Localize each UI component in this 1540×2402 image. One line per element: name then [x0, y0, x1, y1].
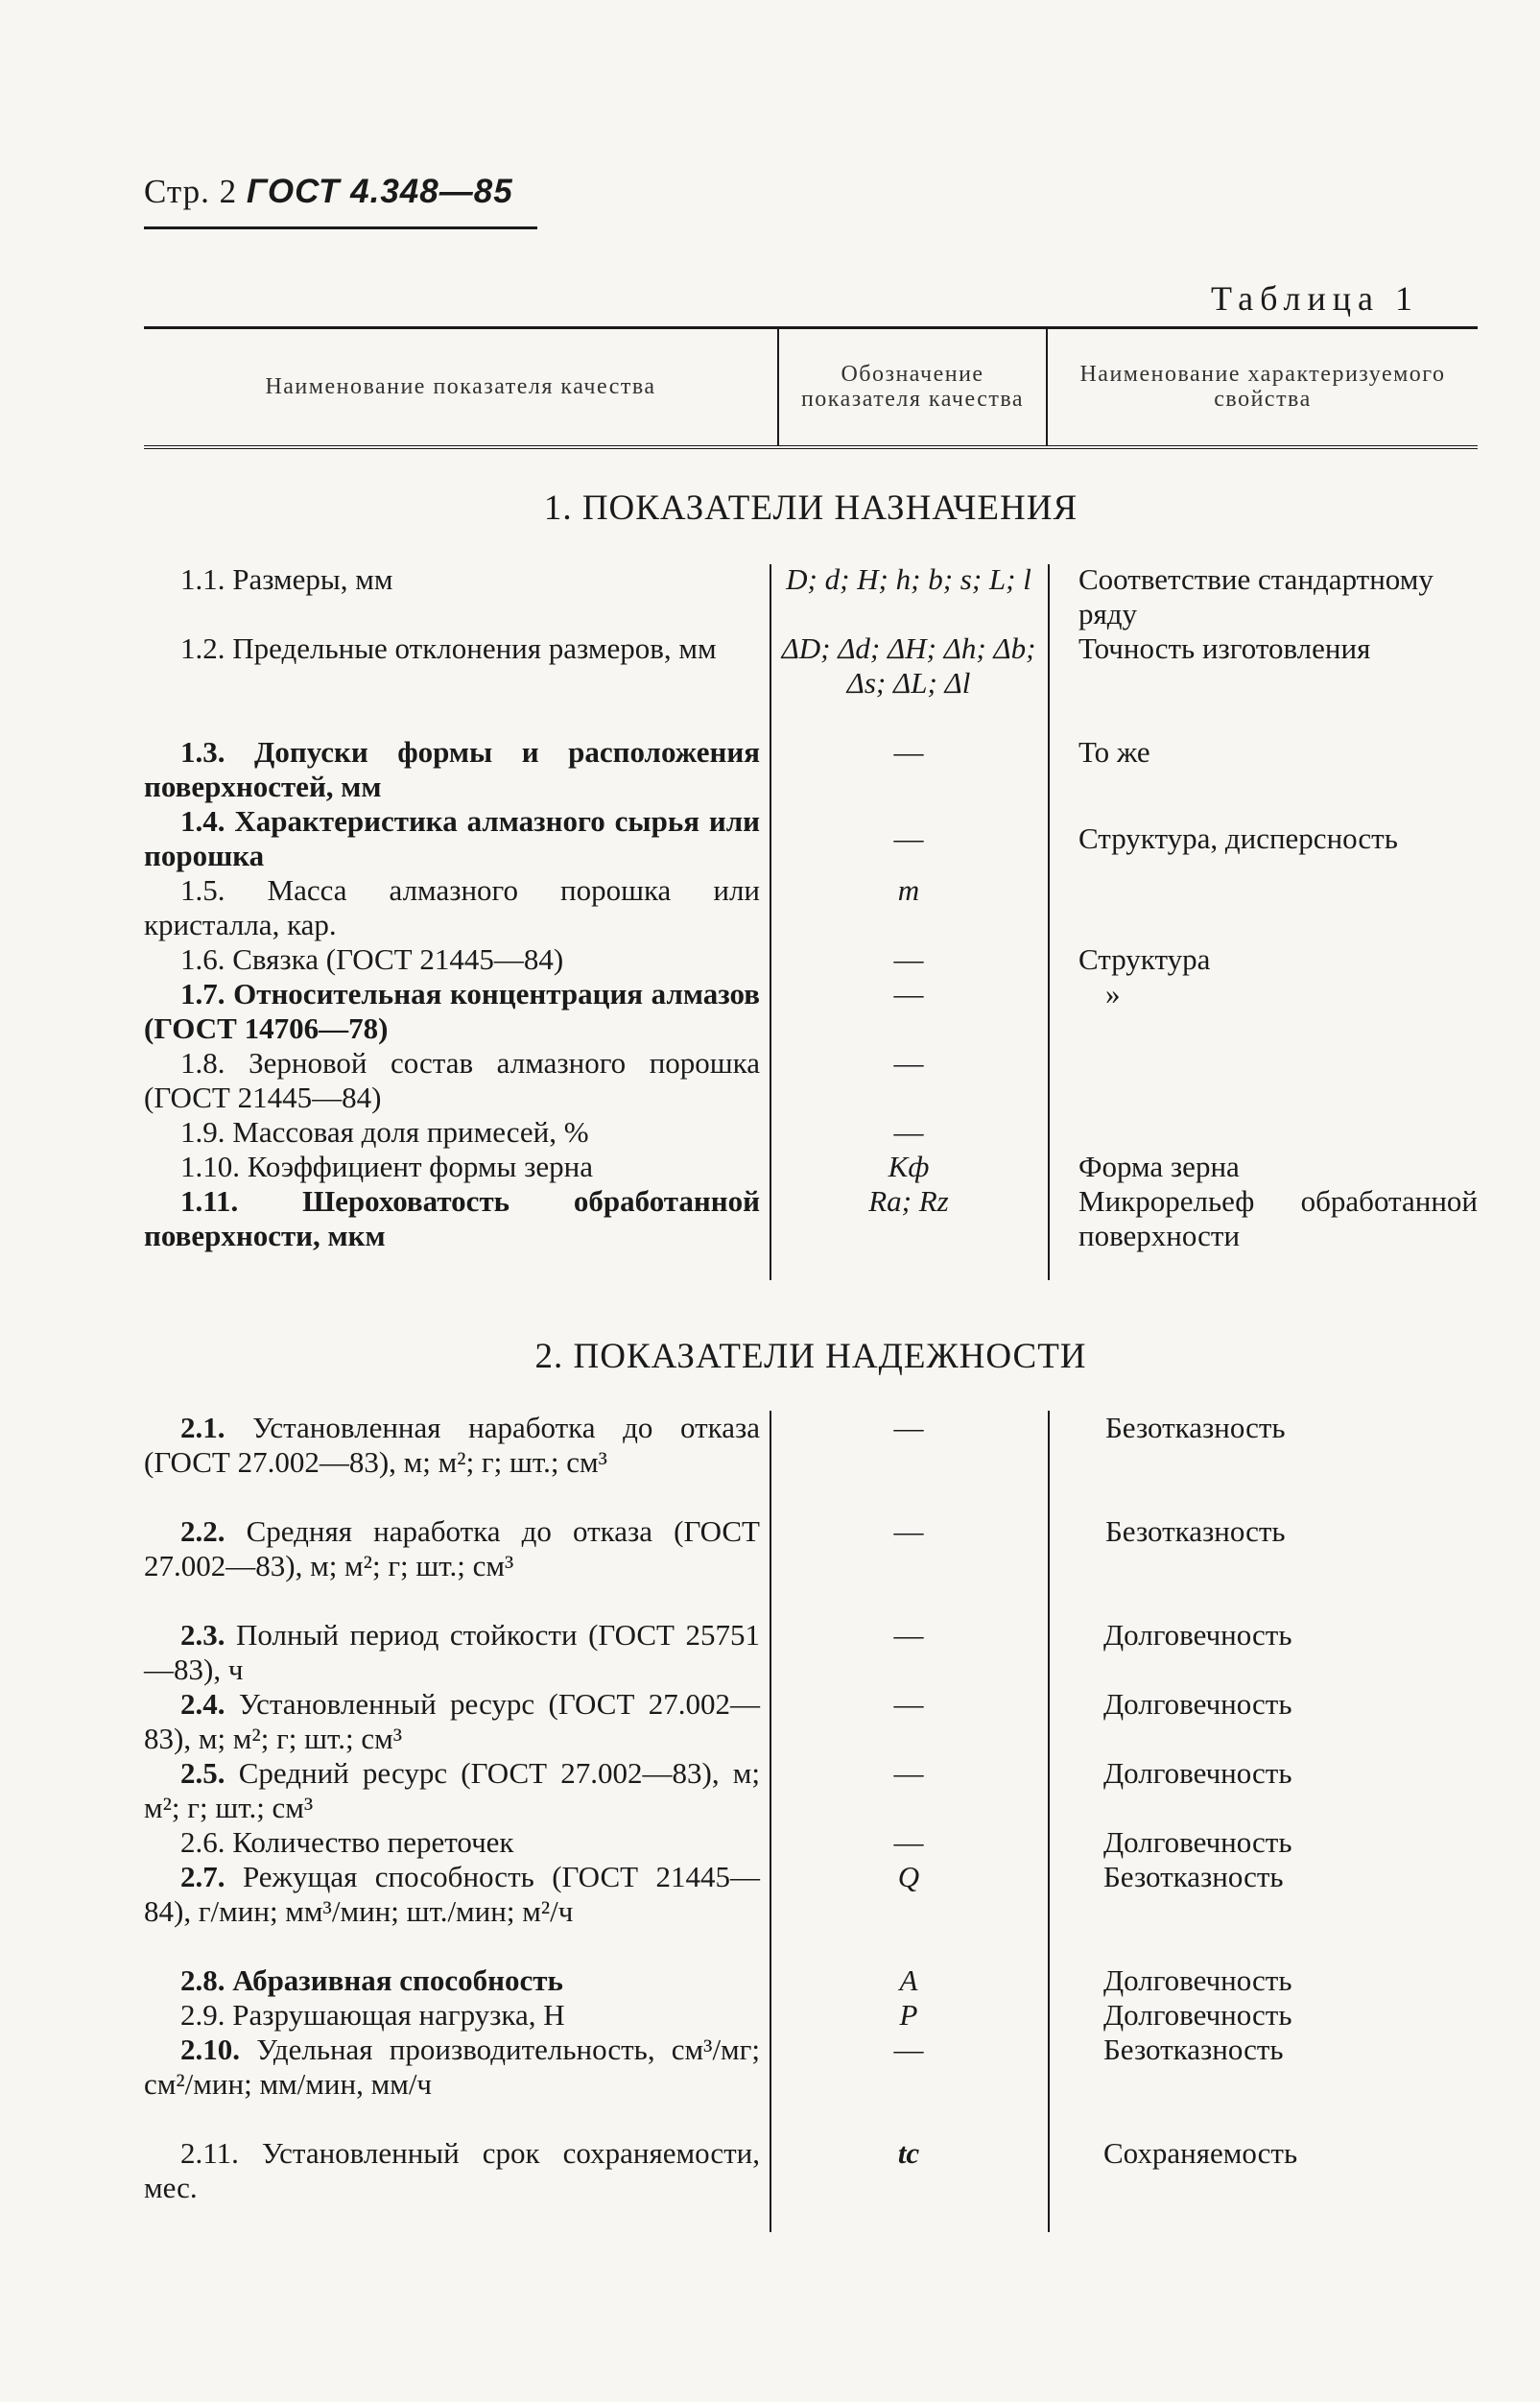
indicator-symbol: —: [893, 1514, 924, 1548]
indicator-name: 2.3. Полный период стойкости (ГОСТ 25751—83), ч: [144, 1618, 760, 1686]
indicator-property: Долговечность: [1103, 1825, 1292, 1859]
table-row: [144, 631, 1478, 735]
table-row: [144, 1618, 1478, 1687]
indicator-symbol: ΔD; Δd; ΔH; Δh; Δb; Δs; ΔL; Δl: [781, 631, 1036, 700]
table-row: [144, 1115, 1478, 1150]
indicator-name: 1.4. Характеристика алмазного сырья или порошка: [144, 804, 760, 872]
table-row: [144, 1998, 1478, 2033]
indicator-property: Безотказность: [1105, 1411, 1286, 1444]
indicator-symbol: tс: [897, 2136, 920, 2170]
standard-number: ГОСТ 4.348—85: [246, 173, 513, 210]
indicator-property: Соответствие стандартному ряду: [1078, 562, 1433, 630]
indicator-name: 2.5. Средний ресурс (ГОСТ 27.002—83), м; м²; г; шт.; см³: [144, 1756, 761, 1824]
table-row: [144, 1411, 1478, 1514]
table-row: [144, 562, 1478, 631]
indicator-property: Безотказность: [1105, 1514, 1286, 1548]
indicator-name: 1.5. Масса алмазного порошка или кристалла, кар.: [144, 873, 760, 941]
indicator-symbol: —: [893, 1687, 924, 1721]
indicator-symbol: A: [899, 1963, 918, 1997]
indicator-property: Точность изготовления: [1078, 631, 1371, 665]
table-row: [144, 1825, 1478, 1860]
table-row: [144, 2033, 1478, 2136]
indicator-name: 2.9. Разрушающая нагрузка, Н: [180, 1998, 565, 2032]
indicator-symbol: —: [893, 977, 924, 1011]
indicator-name: 2.10. Удельная производительность, см³/мг; см²/мин; мм/мин, мм/ч: [144, 2033, 761, 2101]
indicator-name: 2.2. Средняя наработка до отказа (ГОСТ 27.002—83), м; м²; г; шт.; см³: [144, 1514, 760, 1582]
section1-rows: [144, 562, 1478, 1253]
indicator-name: 1.1. Размеры, мм: [180, 562, 393, 596]
indicator-name: 2.6. Количество переточек: [180, 1825, 514, 1859]
indicator-symbol: —: [893, 821, 924, 855]
indicator-property: То же: [1078, 735, 1150, 769]
indicator-symbol: Kф: [888, 1150, 930, 1183]
table-row: [144, 977, 1478, 1046]
indicator-property: Безотказность: [1103, 1860, 1284, 1893]
indicator-symbol: —: [893, 942, 924, 976]
indicator-symbol: —: [893, 735, 924, 769]
indicator-symbol: Q: [897, 1860, 920, 1893]
indicator-property: Долговечность: [1103, 1618, 1292, 1652]
column-header-name: Наименование показателя качества: [144, 329, 779, 445]
table-row: [144, 1184, 1478, 1253]
indicator-property: [1048, 1046, 1478, 1115]
table-header: [144, 326, 1478, 449]
indicator-name: 1.11. Шероховатость обработанной поверхности, мкм: [144, 1184, 760, 1252]
header-rule: [144, 226, 537, 229]
indicator-property: Сохраняемость: [1103, 2136, 1298, 2170]
indicator-symbol: P: [899, 1998, 918, 2032]
page-number: Стр. 2: [144, 173, 238, 210]
indicator-property: Структура: [1078, 942, 1211, 976]
indicator-symbol: —: [893, 1756, 924, 1790]
indicator-symbol: —: [893, 1046, 924, 1080]
indicator-name: 2.4. Установленный ресурс (ГОСТ 27.002—83), м; м²; г; шт.; см³: [144, 1687, 760, 1755]
table-row: [144, 1046, 1478, 1115]
table-row: [144, 1963, 1478, 1998]
indicator-name: 1.2. Предельные отклонения размеров, мм: [180, 631, 717, 665]
table-row: [144, 873, 1478, 942]
section-title-purpose: 1. ПОКАЗАТЕЛИ НАЗНАЧЕНИЯ: [543, 488, 1078, 528]
indicator-name: 2.1. Установленная наработка до отказа (ГОСТ 27.002—83), м; м²; г; шт.; см³: [144, 1411, 760, 1479]
indicator-symbol: —: [893, 2033, 924, 2066]
indicator-name: 1.3. Допуски формы и расположения поверхностей, мм: [144, 735, 761, 803]
section-title-reliability: 2. ПОКАЗАТЕЛИ НАДЕЖНОСТИ: [534, 1337, 1087, 1376]
column-header-property: Наименование характеризуемого свойства: [1079, 362, 1446, 412]
indicator-name: 1.6. Связка (ГОСТ 21445—84): [180, 942, 564, 976]
indicator-property: »: [1105, 977, 1121, 1011]
table-row: [144, 942, 1478, 977]
indicator-name: 1.9. Массовая доля примесей, %: [180, 1115, 589, 1149]
table-row: [144, 1860, 1478, 1963]
indicator-symbol: —: [893, 1115, 924, 1149]
indicator-property: Долговечность: [1103, 1998, 1292, 2032]
table-row: [144, 1756, 1478, 1825]
table-row: [144, 1687, 1478, 1756]
table-row: [144, 804, 1478, 873]
indicator-property: [1048, 1115, 1478, 1150]
table-row: [144, 1514, 1478, 1618]
indicator-name: 2.11. Установленный срок сохраняемости, мес.: [144, 2136, 761, 2204]
table-row: [144, 2136, 1478, 2205]
page-header: [144, 173, 513, 211]
column-header-symbol: Обозначение показателя качества: [779, 329, 1048, 445]
indicator-property: Структура, дисперсность: [1078, 821, 1398, 855]
indicator-property: Долговечность: [1103, 1756, 1292, 1790]
indicator-name: 1.8. Зерновой состав алмазного порошка (ГОСТ 21445—84): [144, 1046, 761, 1114]
indicator-symbol: —: [893, 1825, 924, 1859]
table-label: Таблица 1: [1211, 279, 1419, 318]
indicator-symbol: —: [893, 1618, 924, 1652]
indicator-name: 2.7. Режущая способность (ГОСТ 21445—84), г/мин; мм³/мин; шт./мин; м²/ч: [144, 1860, 760, 1928]
indicator-name: 1.10. Коэффициент формы зерна: [180, 1150, 593, 1183]
indicator-symbol: m: [897, 873, 920, 907]
indicator-property: Безотказность: [1103, 2033, 1284, 2066]
indicator-property: Форма зерна: [1078, 1150, 1240, 1183]
indicator-symbol: D; d; H; h; b; s; L; l: [786, 562, 1031, 596]
indicator-property: [1048, 873, 1478, 942]
indicator-name: 2.8. Абразивная способность: [180, 1963, 563, 1997]
indicator-symbol: Ra; Rz: [868, 1184, 949, 1218]
section2-rows: [144, 1411, 1478, 2205]
indicator-property: Долговечность: [1103, 1963, 1292, 1997]
indicator-name: 1.7. Относительная концентрация алмазов (ГОСТ 14706—78): [144, 977, 760, 1045]
table-row: [144, 735, 1478, 804]
indicator-symbol: —: [893, 1411, 924, 1444]
indicator-property: Долговечность: [1103, 1687, 1292, 1721]
indicator-property: Микрорельеф обработанной поверхности: [1078, 1184, 1478, 1252]
table-row: [144, 1150, 1478, 1184]
